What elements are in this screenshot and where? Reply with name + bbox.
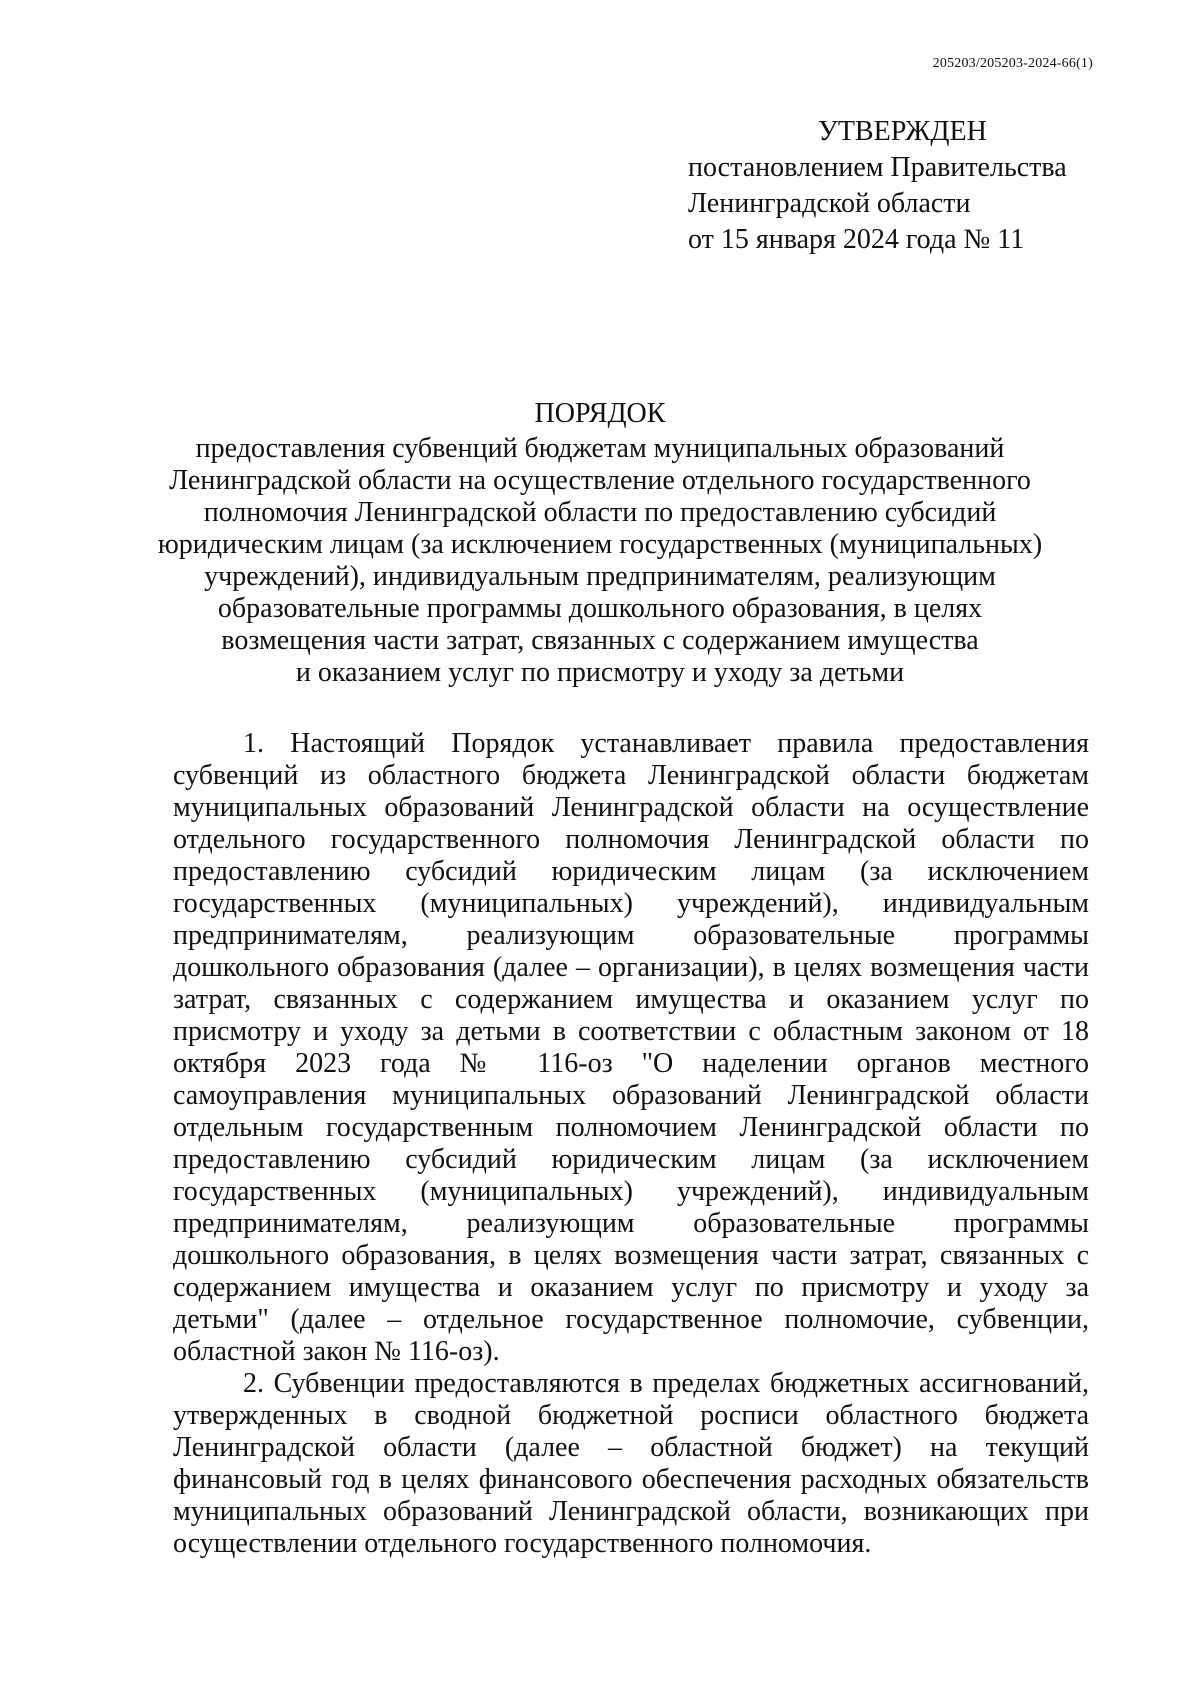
title-line: Ленинградской области на осуществление отдельного государственного (169, 465, 1031, 496)
approval-line-1: постановлением Правительства (688, 152, 1067, 183)
title-line: предоставления субвенций бюджетам муниципальных образований (195, 433, 1005, 464)
document-title-block (110, 398, 1090, 689)
approved-label: УТВЕРЖДЕН (818, 116, 987, 147)
approval-line-2: Ленинградской области (688, 188, 971, 219)
paragraph-1: 1. Настоящий Порядок устанавливает правила предоставления субвенций из областного бюджета Ленинградской области бюджетам муниципальных образований Ленинградской области на осуществление отдельного государственного полномочия Ленинградской области по предоставлению субсидий юридическим лицам (за исключением государственных (муниципальных) учреждений), индивидуальным предпринимателям, реализующим образовательные программы дошкольного образования (далее – организации), в целях возмещения части затрат, связанных с содержанием имущества и оказанием услуг по присмотру и уходу за детьми в соответствии с областным законом от 18 октября 2023 года № 116-оз "О наделении органов местного самоуправления муниципальных образований Ленинградской области отдельным государственным полномочием Ленинградской области по предоставлению субсидий юридическим лицам (за исключением государственных (муниципальных) учреждений), индивидуальным предпринимателям, реализующим образовательные программы дошкольного образования, в целях возмещения части затрат, связанных с содержанием имущества и оказанием услуг по присмотру и уходу за детьми" (далее – отдельное государственное полномочие, субвенции, областной закон № 116-оз). (173, 728, 1089, 1367)
approval-stamp-block (688, 114, 1067, 258)
title-line: юридическим лицам (за исключением государственных (муниципальных) (157, 529, 1043, 560)
title-line: учреждений), индивидуальным предпринимателям, реализующим (204, 561, 996, 592)
title-line: возмещения части затрат, связанных с содержанием имущества (221, 625, 979, 656)
document-title: ПОРЯДОК (534, 398, 666, 429)
title-line: полномочия Ленинградской области по предоставлению субсидий (203, 497, 997, 528)
title-line: и оказанием услуг по присмотру и уходу за детьми (295, 657, 905, 688)
approval-line-3: от 15 января 2024 года № 11 (688, 224, 1025, 255)
document-id: 205203/205203-2024-66(1) (932, 56, 1093, 71)
title-line: образовательные программы дошкольного образования, в целях (217, 593, 983, 624)
paragraph-2: 2. Субвенции предоставляются в пределах бюджетных ассигнований, утвержденных в сводной бюджетной росписи областного бюджета Ленинградской области (далее – областной бюджет) на текущий финансовый год в целях финансового обеспечения расходных обязательств муниципальных образований Ленинградской области, возникающих при осуществлении отдельного государственного полномочия. (173, 1368, 1089, 1559)
document-body (173, 728, 1089, 1560)
